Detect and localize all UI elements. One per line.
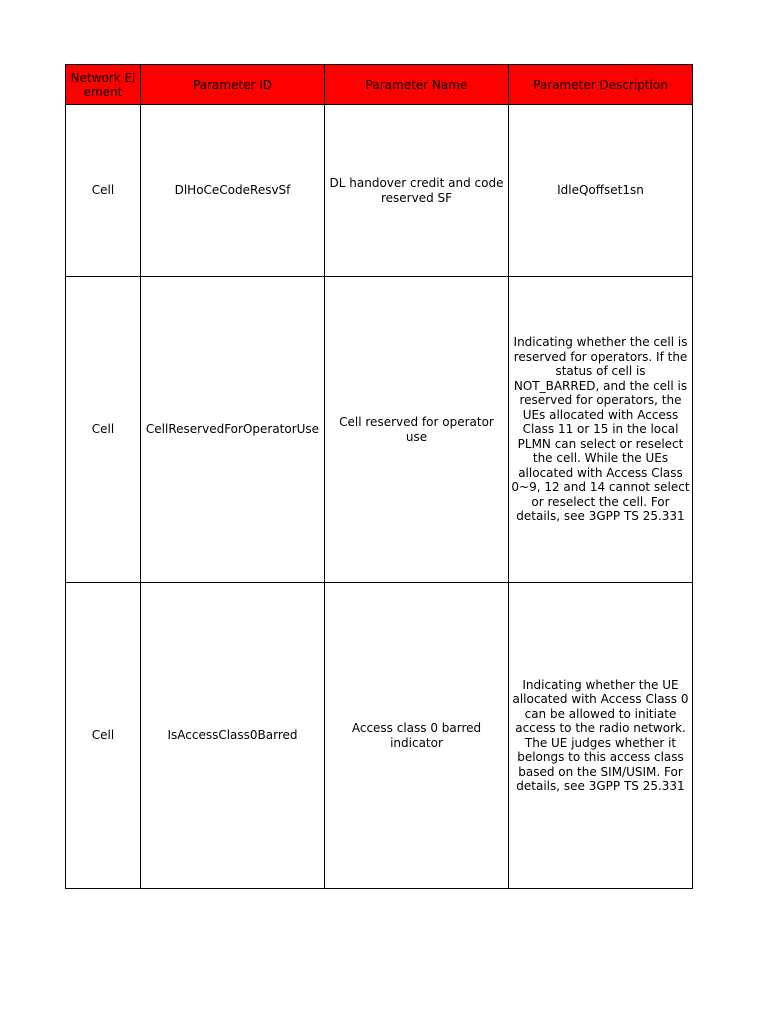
table-row bbox=[66, 105, 693, 277]
table-row bbox=[66, 277, 693, 583]
parameter-name-cell: Access class 0 barred indicator bbox=[325, 583, 509, 889]
parameter-name-cell: DL handover credit and code reserved SF bbox=[325, 105, 509, 277]
table-header-row bbox=[66, 65, 693, 105]
parameter-description-cell: Indicating whether the cell is reserved for operators. If the status of cell is NOT_BARRED, and the cell is reserved for operators, the UEs allocated with Access Class 11 or 15 in the local PLMN can select or reselect the cell. While the UEs allocated with Access Class 0~9, 12 and 14 cannot select or reselect the cell. For details, see 3GPP TS 25.331 bbox=[509, 277, 693, 583]
header-parameter-description: Parameter Description bbox=[509, 65, 693, 105]
parameter-id-cell: DlHoCeCodeResvSf bbox=[141, 105, 325, 277]
parameter-id-cell: IsAccessClass0Barred bbox=[141, 583, 325, 889]
network-element-cell: Cell bbox=[66, 105, 141, 277]
table-row bbox=[66, 583, 693, 889]
parameter-description-cell: IdleQoffset1sn bbox=[509, 105, 693, 277]
network-element-cell: Cell bbox=[66, 583, 141, 889]
parameter-description-cell: Indicating whether the UE allocated with Access Class 0 can be allowed to initiate access to the radio network. The UE judges whether it belongs to this access class based on the SIM/USIM. For details, see 3GPP TS 25.331 bbox=[509, 583, 693, 889]
parameter-id-cell: CellReservedForOperatorUse bbox=[141, 277, 325, 583]
header-parameter-name: Parameter Name bbox=[325, 65, 509, 105]
header-parameter-id: Parameter ID bbox=[141, 65, 325, 105]
header-network-element: Network Element bbox=[66, 65, 141, 105]
network-element-cell: Cell bbox=[66, 277, 141, 583]
parameter-name-cell: Cell reserved for operator use bbox=[325, 277, 509, 583]
parameter-table bbox=[65, 64, 693, 889]
